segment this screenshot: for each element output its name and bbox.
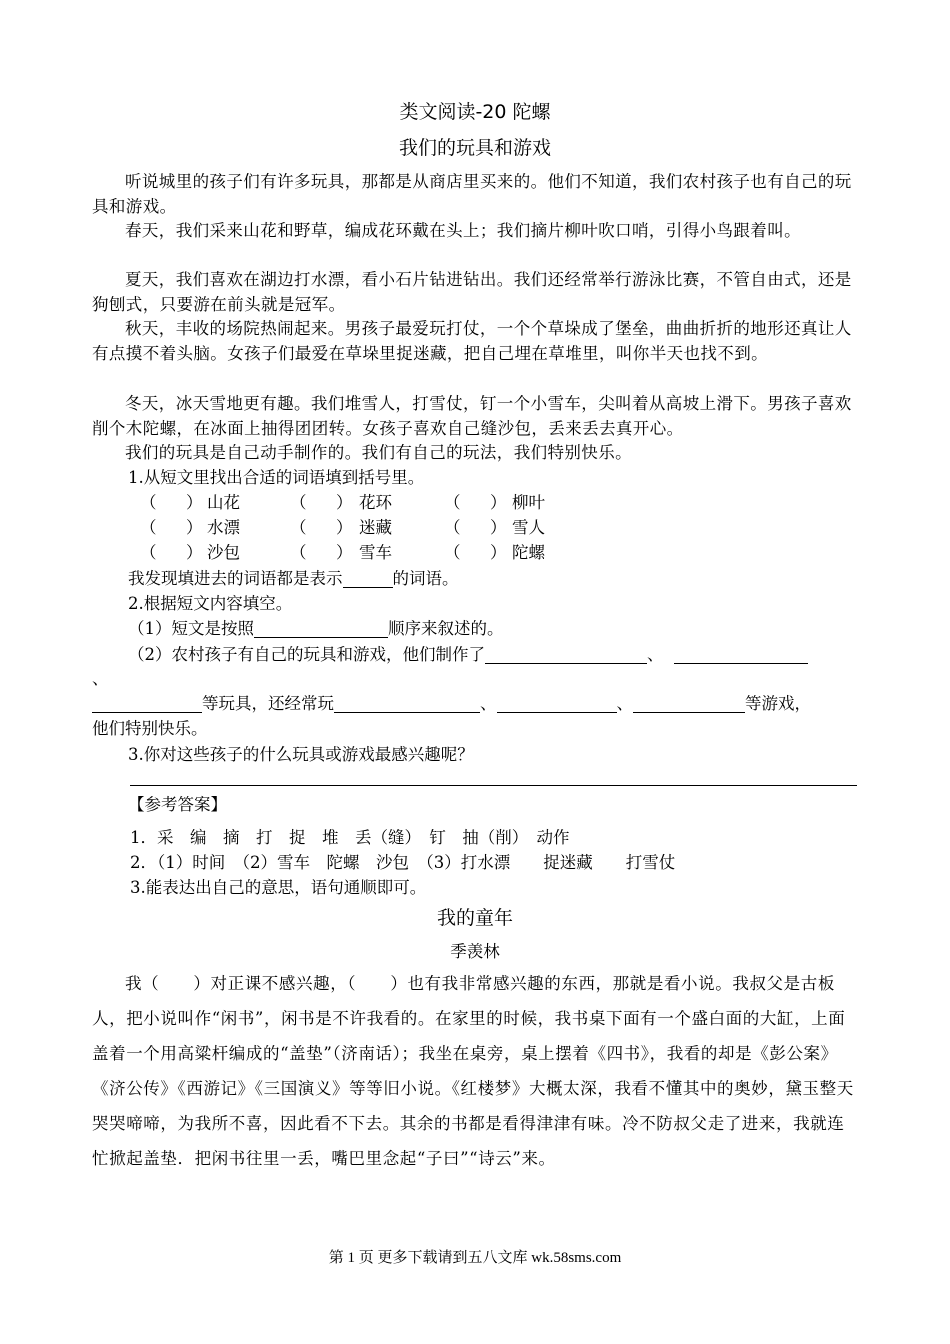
paren-open: （ [444,543,461,562]
answer-blank[interactable] [343,569,393,588]
word-item: 山花 [207,493,240,512]
answer-blank[interactable] [497,694,617,713]
q-text: （1）短文是按照 [128,619,254,638]
word-item: 花环 [359,493,392,512]
question-2-1 [128,617,504,641]
paren-close: ） [490,543,507,562]
paren-open: （ [290,518,307,537]
page-footer: 第 1 页 更多下载请到五八文库 wk.58sms.com [328,1250,622,1266]
answers-heading: 【参考答案】 [128,795,227,814]
paren-close: ） [490,518,507,537]
paren-open: （ [444,518,461,537]
separator: 、 [92,669,109,688]
word-item: 水漂 [207,518,240,537]
passage-paragraph: 冬天，冰天雪地更有趣。我们堆雪人，打雪仗，钉一个小雪车，尖叫着从高坡上滑下。男孩子喜欢削个木陀螺，在冰面上抽得团团转。女孩子喜欢自己缝沙包，丢来丢去真开心。 [92,394,852,438]
paren-close: ） [336,493,353,512]
q-text: 顺序来叙述的。 [388,619,504,638]
author: 季羡林 [450,942,500,961]
separator: 、 [616,694,633,713]
question-1-note [128,567,459,591]
paren-close: ） [490,493,507,512]
paren-open: （ [140,543,157,562]
passage-paragraph: 春天，我们采来山花和野草，编成花环戴在头上；我们摘片柳叶吹口哨，引得小鸟跟着叫。 [125,221,801,240]
answer-blank[interactable] [254,619,388,638]
answer-2: 2．（1）时间 （2）雪车 陀螺 沙包 （3）打水漂 捉迷藏 打雪仗 [130,853,676,872]
section-title: 我的童年 [436,907,513,929]
answer-3: 3.能表达出自己的意思，语句通顺即可。 [130,878,427,897]
word-item: 迷藏 [359,518,392,537]
answer-line[interactable] [130,785,857,786]
q-text: 等游戏， [745,694,811,713]
passage-paragraph: 听说城里的孩子们有许多玩具，那都是从商店里买来的。他们不知道，我们农村孩子也有自己的玩具和游戏。 [92,172,852,216]
answer-blank[interactable] [334,694,480,713]
section-paragraph: 我（ ）对正课不感兴趣，（ ）也有我非常感兴趣的东西，那就是看小说。我叔父是古板人，把小说叫作“闲书”，闲书是不许我看的。在家里的时候，我书桌下面有一个盛白面的大缸，上面盖着一个用高粱杆编成的“盖垫”（济南话）；我坐在桌旁，桌上摆着《四书》，我看的却是《彭公案》《济公传》《西游记》《三国演义》等等旧小说。《红楼梦》大概太深，我看不懂其中的奥妙，黛玉整天哭哭啼啼，为我所不喜，因此看不下去。其余的书都是看得津津有味。冷不防叔父走了进来，我就连忙掀起盖垫．把闲书往里一丢，嘴巴里念起“子曰”“诗云”来。 [92,974,854,1168]
question-2: 2.根据短文内容填空。 [128,594,293,613]
question-3: 3.你对这些孩子的什么玩具或游戏最感兴趣呢？ [128,745,474,764]
answer-blank[interactable] [485,645,647,664]
passage-paragraph: 夏天，我们喜欢在湖边打水漂，看小石片钻进钻出。我们还经常举行游泳比赛，不管自由式，还是狗刨式，只要游在前头就是冠军。 [92,270,852,314]
answer-blank[interactable] [674,645,808,664]
paren-close: ） [186,543,203,562]
doc-title: 类文阅读-20 陀螺 [399,101,551,123]
paren-open: （ [140,518,157,537]
q-text: （2）农村孩子有自己的玩具和游戏，他们制作了 [128,645,485,664]
paren-close: ） [186,518,203,537]
passage-paragraph: 秋天，丰收的场院热闹起来。男孩子最爱玩打仗，一个个草垛成了堡垒，曲曲折折的地形还真让人有点摸不着头脑。女孩子们最爱在草垛里捉迷藏，把自己埋在草堆里，叫你半天也找不到。 [92,319,852,363]
question-2-2-cont [92,692,811,716]
separator: 、 [480,694,497,713]
passage-paragraph: 我们的玩具是自己动手制作的。我们有自己的玩法，我们特别快乐。 [125,443,632,462]
paren-close: ） [186,493,203,512]
question-2-2 [128,643,808,667]
paren-open: （ [290,493,307,512]
paren-close: ） [336,543,353,562]
note-text: 的词语。 [392,569,459,588]
answer-blank[interactable] [633,694,745,713]
separator: 、 [647,645,664,664]
note-text: 我发现填进去的词语都是表示 [128,569,343,588]
word-item: 陀螺 [512,543,545,562]
paren-close: ） [336,518,353,537]
paren-open: （ [444,493,461,512]
question-1: 1.从短文里找出合适的词语填到括号里。 [128,468,425,487]
q-text: 等玩具，还经常玩 [202,694,334,713]
passage-title: 我们的玩具和游戏 [398,137,551,159]
word-item: 雪车 [359,543,392,562]
question-2-2-end: 他们特别快乐。 [92,719,208,738]
paren-open: （ [290,543,307,562]
answer-1: 1．采 编 摘 打 捉 堆 丢（缝） 钉 抽（削） 动作 [130,828,570,847]
word-item: 雪人 [512,518,545,537]
answer-blank[interactable] [92,694,202,713]
word-item: 柳叶 [512,493,545,512]
paren-open: （ [140,493,157,512]
word-item: 沙包 [207,543,240,562]
